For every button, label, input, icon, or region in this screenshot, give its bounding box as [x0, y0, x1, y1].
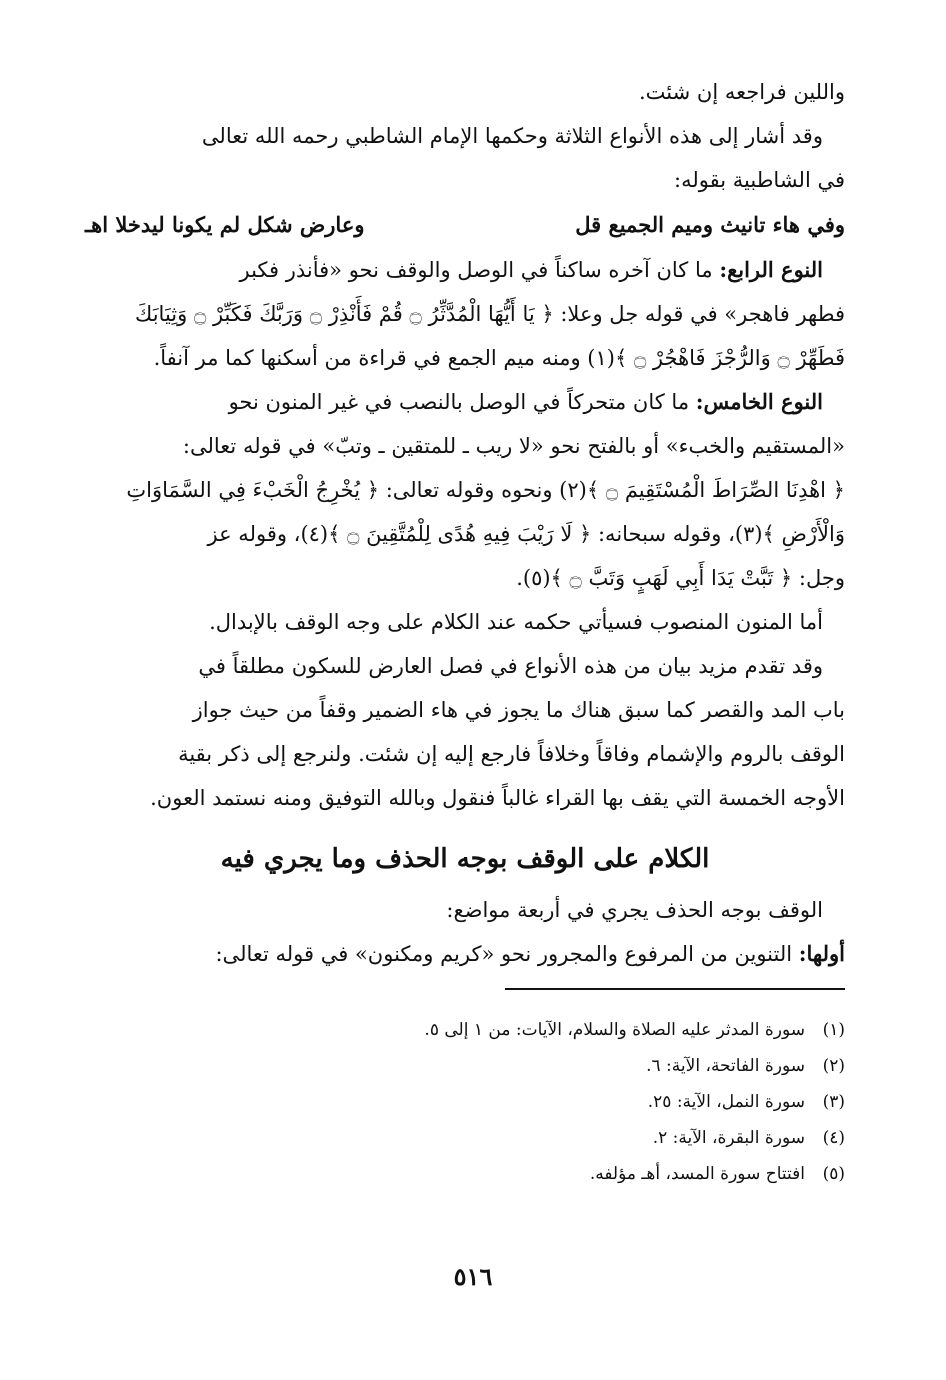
paragraph-line: واللين فراجعه إن شئت.	[639, 80, 845, 104]
paragraph-line: «المستقيم والخبء» أو بالفتح نحو «لا ريب ـ للمتقين ـ وتبّ» في قوله تعالى:	[182, 434, 845, 458]
paragraph-line: فَطَهِّرْ ۝ وَالرُّجْزَ فَاهْجُرْ ۝ ﴾(١) ومنه ميم الجمع في قراءة من أسكنها كما مر آنفاً.	[153, 346, 845, 370]
footnotes	[85, 1012, 845, 1192]
first-position-text: التنوين من المرفوع والمجرور نحو «كريم ومكنون» في قوله تعالى:	[215, 942, 793, 966]
footnote-separator	[505, 988, 845, 990]
footnote-number: (٢)	[822, 1056, 845, 1076]
first-position-line	[85, 932, 845, 976]
paragraph-line: الأوجه الخمسة التي يقف بها القراء غالباً فنقول وبالله التوفيق ومنه نستمد العون.	[150, 786, 845, 810]
shatibiyya-verse	[85, 202, 845, 248]
page-body	[85, 70, 845, 976]
type-four-label: النوع الرابع:	[719, 257, 823, 282]
footnote-item	[85, 1120, 845, 1156]
paragraph-line: الوقف بالروم والإشمام وفاقاً وخلافاً فارجع إليه إن شئت. ولنرجع إلى ذكر بقية	[178, 742, 845, 766]
footnote-item	[85, 1012, 845, 1048]
paragraph-line: وجل: ﴿ تَبَّتْ يَدَا أَبِي لَهَبٍ وَتَبَّ ۝ ﴾(٥).	[516, 566, 845, 590]
verse-second-hemistich: وعارض شكل لم يكونا ليدخلا اهـ	[85, 212, 365, 237]
paragraph-line: الوقف بوجه الحذف يجري في أربعة مواضع:	[446, 898, 823, 922]
footnote-text: سورة الفاتحة، الآية: ٦.	[646, 1056, 805, 1076]
paragraph-line: أما المنون المنصوب فسيأتي حكمه عند الكلام على وجه الوقف بالإبدال.	[209, 610, 823, 634]
type-five-text: ما كان متحركاً في الوصل بالنصب في غير المنون نحو	[228, 390, 690, 414]
paragraph-line: في الشاطبية بقوله:	[674, 168, 845, 192]
section-heading: الكلام على الوقف بوجه الحذف وما يجري فيه	[220, 844, 710, 874]
type-five-line	[85, 380, 845, 424]
footnote-item	[85, 1156, 845, 1192]
paragraph-line: وَالْأَرْضِ ﴾(٣)، وقوله سبحانه: ﴿ لَا رَيْبَ فِيهِ هُدًى لِلْمُتَّقِينَ ۝ ﴾(٤)، وقوله عز	[207, 522, 845, 546]
footnote-text: سورة البقرة، الآية: ٢.	[652, 1128, 805, 1148]
paragraph-line: باب المد والقصر كما سبق هناك ما يجوز في هاء الضمير وقفاً من حيث جواز	[192, 698, 845, 722]
footnote-text: سورة المدثر عليه الصلاة والسلام، الآيات: من ١ إلى ٥.	[424, 1020, 805, 1040]
type-five-label: النوع الخامس:	[695, 389, 823, 414]
footnote-item	[85, 1084, 845, 1120]
page-number: ٥١٦	[453, 1262, 493, 1291]
footnote-number: (٣)	[822, 1092, 845, 1112]
footnote-text: سورة النمل، الآية: ٢٥.	[647, 1092, 805, 1112]
first-position-label: أولها:	[798, 941, 845, 966]
paragraph-line: وقد أشار إلى هذه الأنواع الثلاثة وحكمها الإمام الشاطبي رحمه الله تعالى	[201, 124, 823, 148]
footnote-number: (٤)	[822, 1128, 845, 1148]
type-four-text: ما كان آخره ساكناً في الوصل والوقف نحو «فأنذر فكبر	[239, 258, 713, 282]
footnote-number: (١)	[822, 1020, 845, 1040]
footnote-item	[85, 1048, 845, 1084]
type-four-line	[85, 248, 845, 292]
verse-first-hemistich: وفي هاء تانيث وميم الجميع قل	[575, 212, 845, 237]
footnote-number: (٥)	[822, 1164, 845, 1184]
paragraph-line: فطهر فاهجر» في قوله جل وعلا: ﴿ يَا أَيُّهَا الْمُدَّثِّرُ ۝ قُمْ فَأَنْذِرْ ۝ وَرَبَّكَ فَكَبِّرْ ۝ وَثِيَابَكَ	[135, 302, 845, 326]
paragraph-line: ﴿ اهْدِنَا الصِّرَاطَ الْمُسْتَقِيمَ ۝ ﴾(٢) ونحوه وقوله تعالى: ﴿ يُخْرِجُ الْخَبْءَ فِي السَّمَاوَاتِ	[126, 478, 845, 502]
paragraph-line: وقد تقدم مزيد بيان من هذه الأنواع في فصل العارض للسكون مطلقاً في	[198, 654, 823, 678]
footnote-text: افتتاح سورة المسد، أهـ مؤلفه.	[589, 1164, 805, 1184]
